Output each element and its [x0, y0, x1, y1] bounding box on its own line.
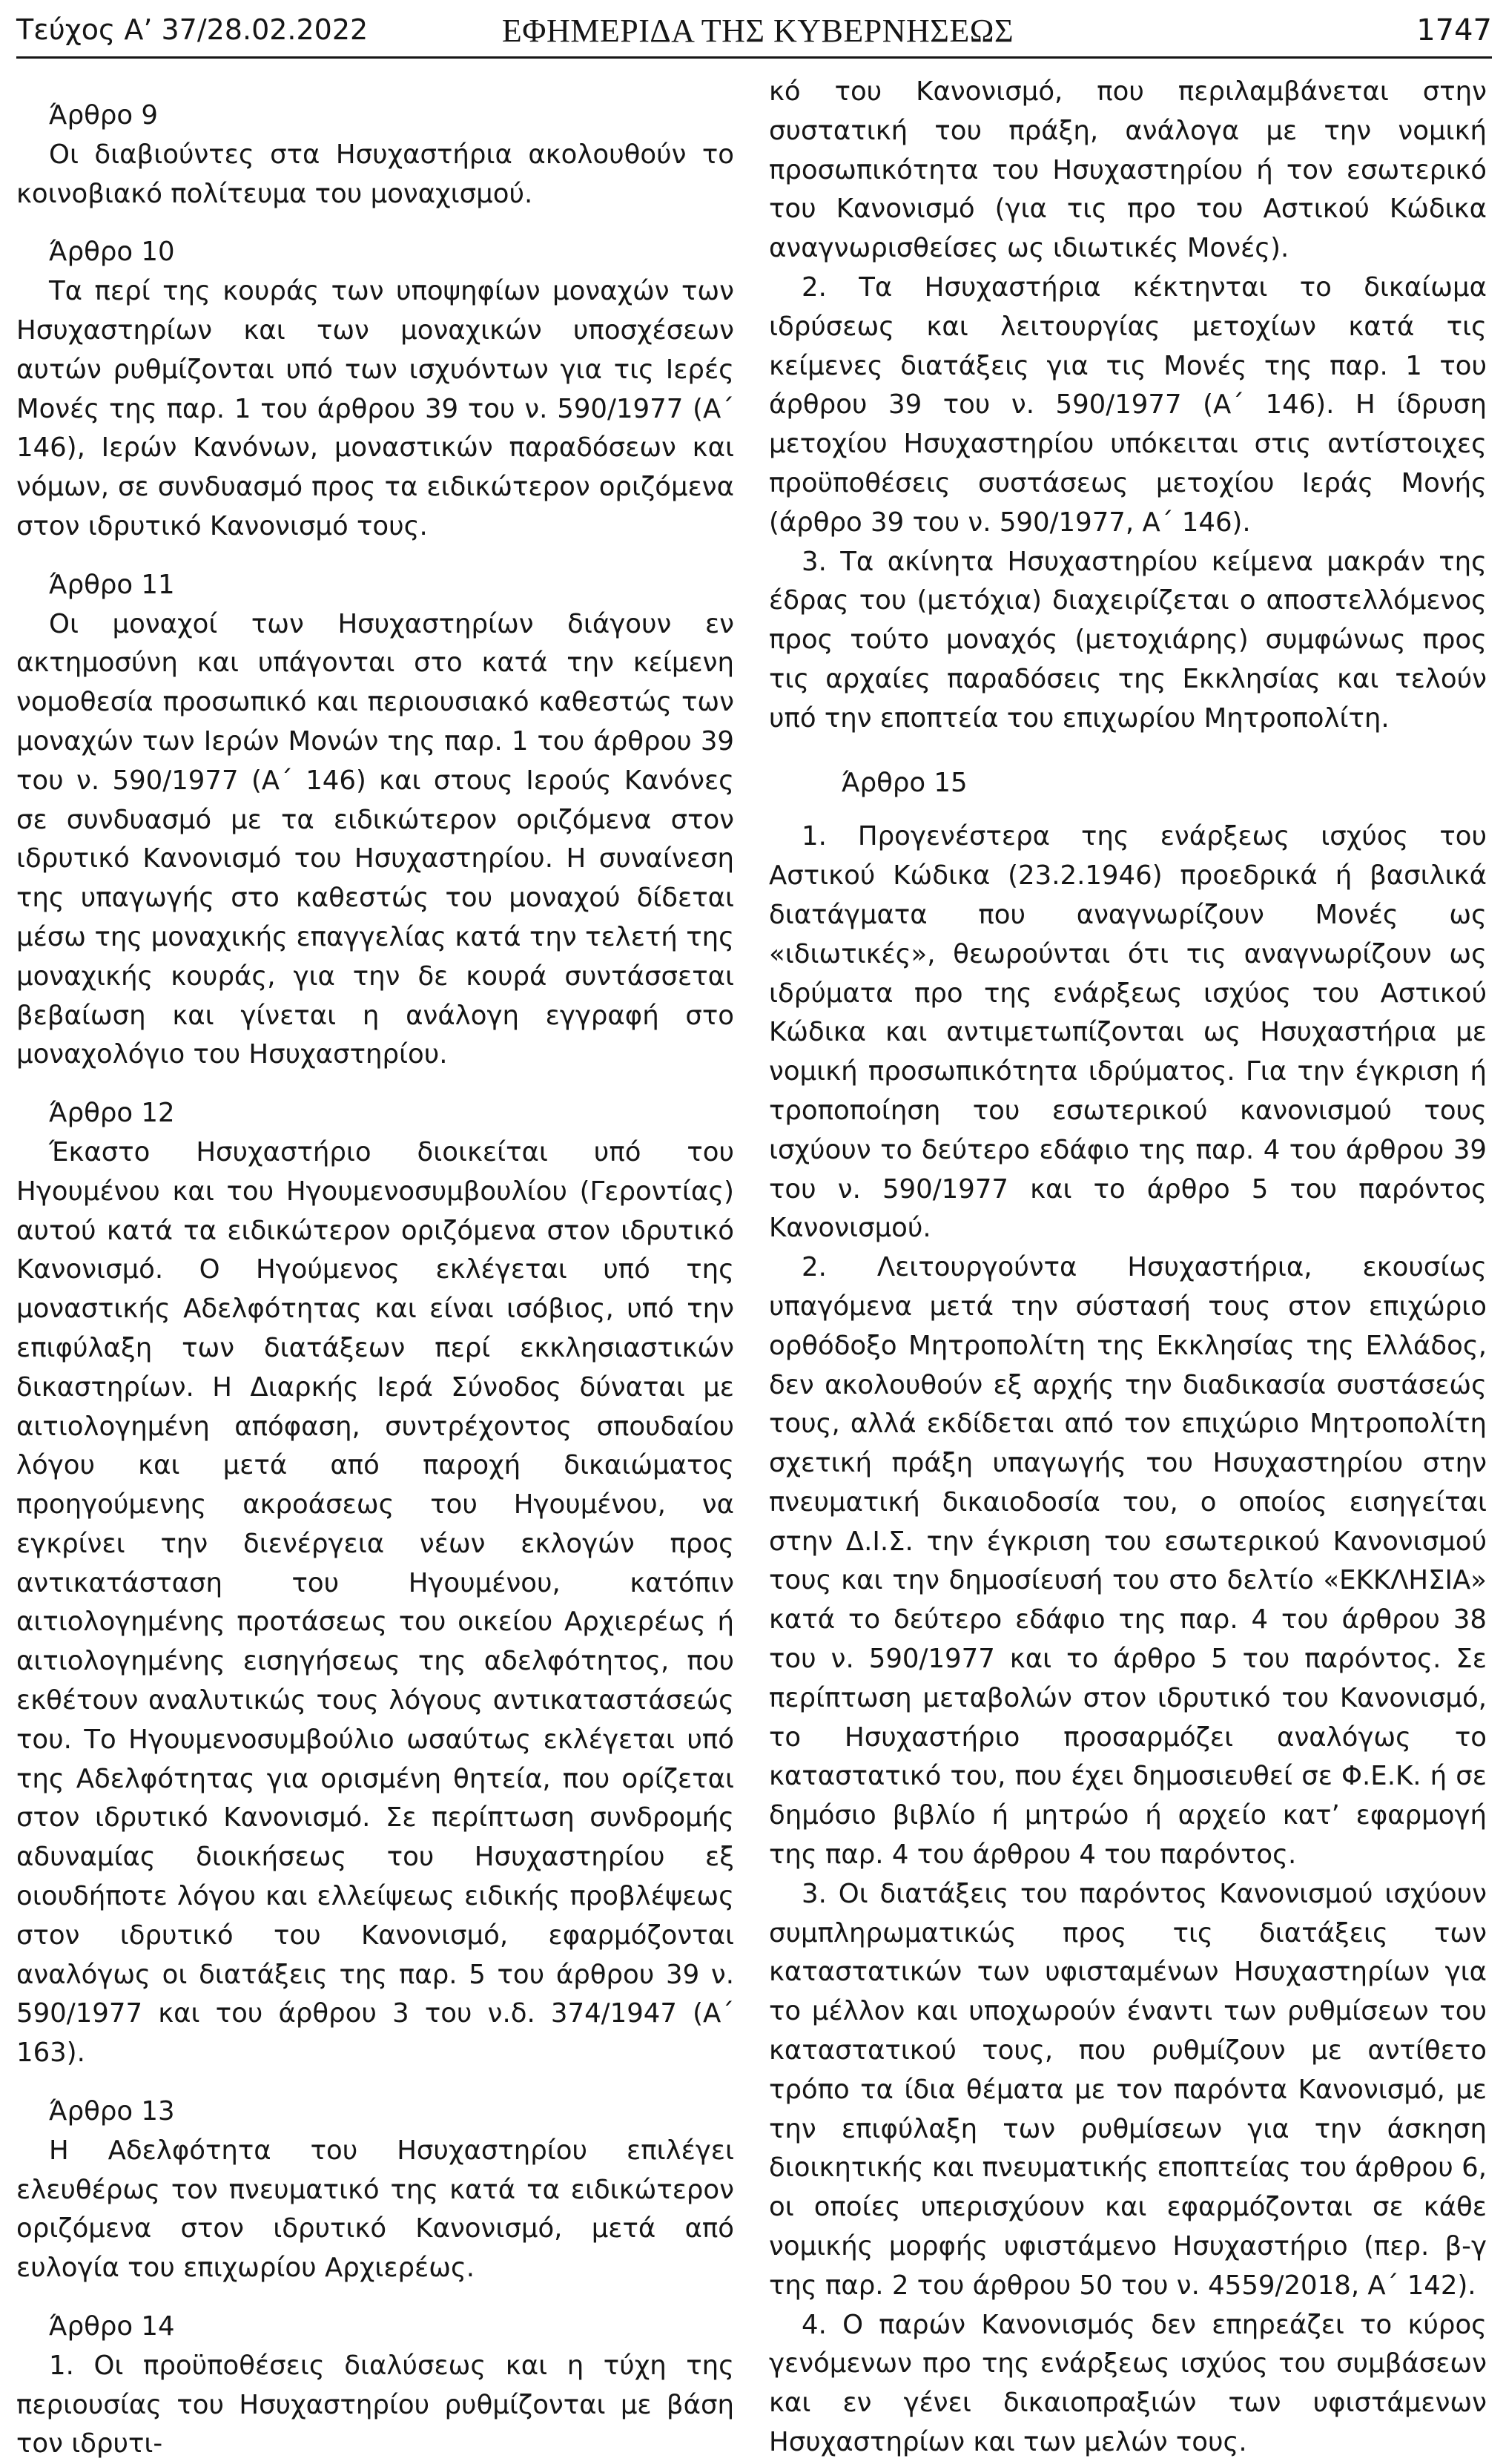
page-header — [16, 10, 1492, 56]
page-number: 1747 — [1416, 13, 1492, 47]
article-13-text: Η Αδελφότητα του Ησυχαστηρίου επιλέγει ελευθέρως τον πνευματικό της κατά τα ειδικώτερον οριζόμενα στον ιδρυτικό Κανονισμό, μετά από ευλογία του επιχωρίου Αρχιερέως. — [16, 2135, 734, 2284]
article-12-heading: Άρθρο 12 — [49, 1098, 175, 1129]
header-rule — [16, 56, 1492, 59]
article-14-paragraph-1-continued: κό του Κανονισμό, που περιλαμβάνεται στην συστατική του πράξη, ανάλογα με την νομική προσωπικότητα του Ησυχαστηρίου ή τον εσωτερικό του Κανονισμό (για τις προ του Αστικού Κώδικα αναγνωρισθείσες ως ιδιωτικές Μονές). — [769, 76, 1487, 264]
article-11-text: Οι μοναχοί των Ησυχαστηρίων διάγουν εν ακτημοσύνη και υπάγονται στο κατά την κείμενη νομοθεσία προσωπικό και περιουσιακό καθεστώς των μοναχών των Ιερών Μονών της παρ. 1 του άρθρου 39 του ν. 590/1977 (Α΄ 146) και στους Ιερούς Κανόνες σε συνδυασμό με τα ειδικώτερον οριζόμενα στον ιδρυτικό Κανονισμό του Ησυχαστηρίου. Η συναίνεση της υπαγωγής στο καθεστώς του μοναχού δίδεται μέσω της μοναχικής επαγγελίας κατά την τελετή της μοναχικής κουράς, για την δε κουρά συντάσσεται βεβαίωση και γίνεται η ανάλογη εγγραφή στο μοναχολόγιο του Ησυχαστηρίου. — [16, 608, 734, 1070]
article-15-heading: Άρθρο 15 — [842, 767, 968, 798]
issue-reference: Τεύχος Α’ 37/28.02.2022 — [16, 13, 369, 46]
article-15-paragraph-3: 3. Οι διατάξεις του παρόντος Κανονισμού ισχύουν συμπληρωματικώς προς τις διατάξεις των καταστατικών των υφισταμένων Ησυχαστηρίων για το μέλλον και υποχωρούν έναντι των ρυθμίσεων του καταστατικού τους, που ρυθμίζουν με αντίθετο τρόπο τα ίδια θέματα με τον παρόντα Κανονισμό, με την επιφύλαξη των ρυθμίσεων για την άσκηση διοικητικής και πνευματικής εποπτείας του άρθρου 6, οι οποίες υπερισχύουν και εφαρμόζονται σε κάθε νομικής μορφής υφιστάμενο Ησυχαστήριο (περ. β-γ της παρ. 2 του άρθρου 50 του ν. 4559/2018, Α΄ 142). — [769, 1878, 1487, 2301]
article-14-paragraph-2: 2. Τα Ησυχαστήρια κέκτηνται το δικαίωμα ιδρύσεως και λειτουργίας μετοχίων κατά τις κείμενες διατάξεις για τις Μονές της παρ. 1 του άρθρου 39 του ν. 590/1977 (Α΄ 146). Η ίδρυση μετοχίου Ησυχαστηρίου υπόκειται στις αντίστοιχες προϋποθέσεις συστάσεως μετοχίου Ιεράς Μονής (άρθρο 39 του ν. 590/1977, Α΄ 146). — [769, 271, 1487, 538]
article-9-heading: Άρθρο 9 — [49, 100, 158, 131]
article-13-heading: Άρθρο 13 — [49, 2096, 175, 2127]
article-10-heading: Άρθρο 10 — [49, 237, 175, 268]
article-12-text: Έκαστο Ησυχαστήριο διοικείται υπό του Ηγουμένου και του Ηγουμενοσυμβουλίου (Γεροντίας) αυτού κατά τα ειδικώτερον οριζόμενα στον ιδρυτικό Κανονισμό. Ο Ηγούμενος εκλέγεται υπό της μοναστικής Αδελφότητας και είναι ισόβιος, υπό την επιφύλαξη των διατάξεων περί εκκλησιαστικών δικαστηρίων. Η Διαρκής Ιερά Σύνοδος δύναται με αιτιολογημένη απόφαση, συντρέχοντος σπουδαίου λόγου και μετά από παροχή δικαιώματος προηγούμενης ακροάσεως του Ηγουμένου, να εγκρίνει την διενέργεια νέων εκλογών προς αντικατάσταση του Ηγουμένου, κατόπιν αιτιολογημένης προτάσεως του οικείου Αρχιερέως ή αιτιολογημένης εισηγήσεως της αδελφότητος, που εκθέτουν αναλυτικώς τους λόγους αντικαταστάσεώς του. Το Ηγουμενοσυμβούλιο ωσαύτως εκλέγεται υπό της Αδελφότητας για ορισμένη θητεία, που ορίζεται στον ιδρυτικό Κανονισμό. Σε περίπτωση συνδρομής αδυναμίας διοικήσεως του Ησυχαστηρίου εξ οιουδήποτε λόγου και ελλείψεως ειδικής προβλέψεως στον ιδρυτικό του Κανονισμό, εφαρμόζονται αναλόγως οι διατάξεις της παρ. 5 του άρθρου 39 ν. 590/1977 και του άρθρου 3 του ν.δ. 374/1947 (Α΄ 163). — [16, 1136, 734, 2069]
article-11-heading: Άρθρο 11 — [49, 569, 175, 600]
right-column — [769, 73, 1487, 2463]
article-9-text: Οι διαβιούντες στα Ησυχαστήρια ακολουθούν το κοινοβιακό πολίτευμα του μοναχισμού. — [16, 139, 734, 209]
article-15-paragraph-1: 1. Προγενέστερα της ενάρξεως ισχύος του Αστικού Κώδικα (23.2.1946) προεδρικά ή βασιλικά διατάγματα που αναγνωρίζουν Μονές ως «ιδιωτικές», θεωρούνται ότι τις αναγνωρίζουν ως ιδρύματα προ της ενάρξεως ισχύος του Αστικού Κώδικα και αντιμετωπίζονται ως Ησυχαστήρια με νομική προσωπικότητα ιδρύματος. Για την έγκριση ή τροποποίηση του εσωτερικού κανονισμού τους ισχύουν το δεύτερο εδάφιο της παρ. 4 του άρθρου 39 του ν. 590/1977 και το άρθρο 5 του παρόντος Κανονισμού. — [769, 821, 1487, 1244]
article-14-paragraph-3: 3. Τα ακίνητα Ησυχαστηρίου κείμενα μακράν της έδρας του (μετόχια) διαχειρίζεται ο αποστελλόμενος προς τούτο μοναχός (μετοχιάρης) συμφώνως προς τις αρχαίες παραδόσεις της Εκκλησίας και τελούν υπό την εποπτεία του επιχωρίου Μητροπολίτη. — [769, 546, 1487, 734]
article-15-paragraph-2: 2. Λειτουργούντα Ησυχαστήρια, εκουσίως υπαγόμενα μετά την σύστασή τους στον επιχώριο ορθόδοξο Μητροπολίτη της Εκκλησίας της Ελλάδος, δεν ακολουθούν εξ αρχής την διαδικασία συστάσεώς τους, αλλά εκδίδεται από τον επιχώριο Μητροπολίτη σχετική πράξη υπαγωγής του Ησυχαστηρίου στην πνευματική δικαιοδοσία του, ο οποίος εισηγείται στην Δ.Ι.Σ. την έγκριση του εσωτερικού Κανονισμού τους και την δημοσίευσή του στο δελτίο «ΕΚΚΛΗΣΙΑ» κατά το δεύτερο εδάφιο της παρ. 4 του άρθρου 38 του ν. 590/1977 και το άρθρο 5 του παρόντος. Σε περίπτωση μεταβολών στον ιδρυτικό του Κανονισμό, το Ησυχαστήριο προσαρμόζει αναλόγως το καταστατικό του, που έχει δημοσιευθεί σε Φ.Ε.Κ. ή σε δημόσιο βιβλίο ή μητρώο ή αρχείο κατ’ εφαρμογή της παρ. 4 του άρθρου 4 του παρόντος. — [769, 1252, 1487, 1871]
article-10-text: Τα περί της κουράς των υποψηφίων μοναχών των Ησυχαστηρίων και των μοναχικών υποσχέσεων αυτών ρυθμίζονται υπό των ισχυόντων για τις Ιερές Μονές της παρ. 1 του άρθρου 39 του ν. 590/1977 (Α΄ 146), Ιερών Κανόνων, μοναστικών παραδόσεων και νόμων, σε συνδυασμό προς τα ειδικώτερον οριζόμενα στον ιδρυτικό Κανονισμό τους. — [16, 276, 734, 541]
article-14-heading: Άρθρο 14 — [49, 2311, 175, 2342]
article-14-paragraph-1-start: 1. Οι προϋποθέσεις διαλύσεως και η τύχη της περιουσίας του Ησυχαστηρίου ρυθμίζονται με βάση τον ιδρυτι- — [16, 2350, 734, 2460]
gazette-title: ΕΦΗΜΕΡΙΔΑ ΤΗΣ ΚΥΒΕΡΝΗΣΕΩΣ — [501, 13, 1014, 49]
left-column — [16, 96, 734, 2464]
article-15-paragraph-4: 4. Ο παρών Κανονισμός δεν επηρεάζει το κύρος γενόμενων προ της ενάρξεως ισχύος του συμβάσεων και εν γένει δικαιοπραξιών των υφιστάμενων Ησυχαστηρίων και των μελών τους. — [769, 2309, 1487, 2458]
